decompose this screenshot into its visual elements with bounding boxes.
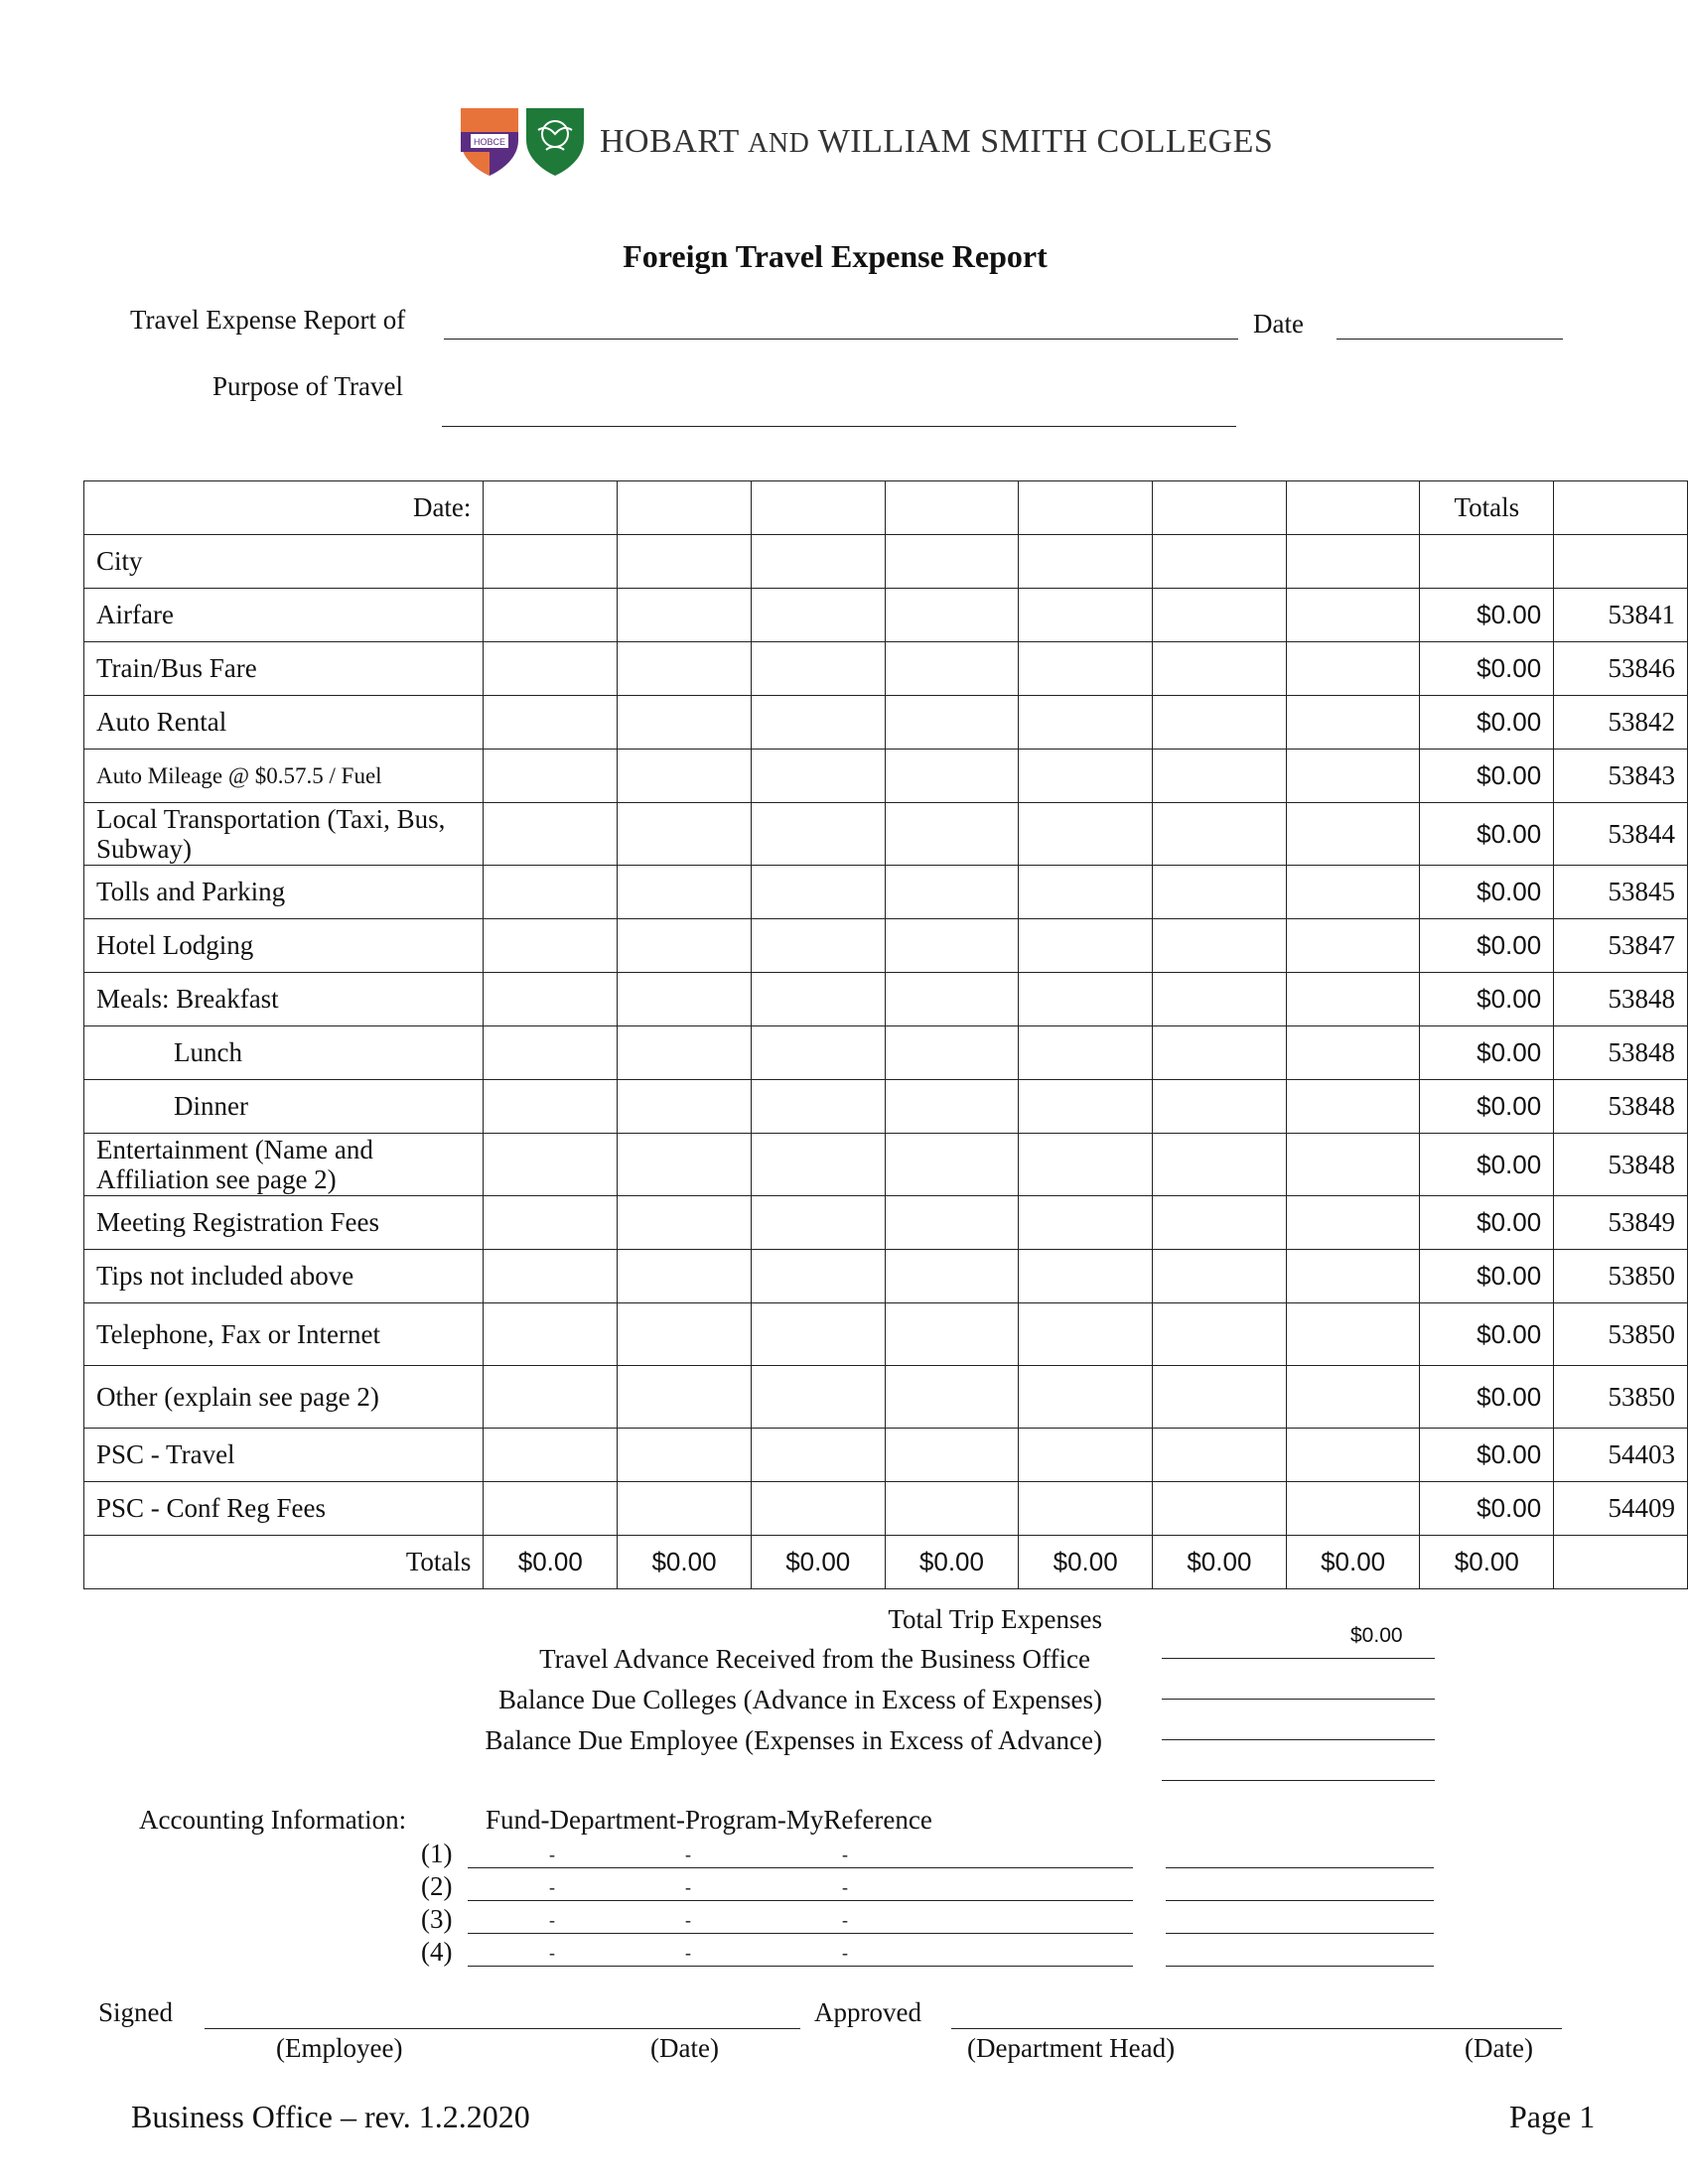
footer-revision: Business Office – rev. 1.2.2020 bbox=[131, 2099, 530, 2134]
accounting-separator: - bbox=[685, 1943, 691, 1963]
total-trip-field bbox=[1162, 1658, 1435, 1659]
expense-cell[interactable] bbox=[484, 973, 618, 1026]
table-row bbox=[84, 1026, 1688, 1080]
expense-label: Hotel Lodging bbox=[84, 919, 484, 973]
totals-header: Totals bbox=[1420, 481, 1554, 535]
table-row bbox=[84, 696, 1688, 750]
row-total: $0.00 bbox=[1420, 1250, 1554, 1303]
expense-cell[interactable] bbox=[751, 1026, 885, 1080]
expense-cell[interactable] bbox=[484, 803, 618, 866]
expense-cell[interactable] bbox=[618, 803, 752, 866]
row-total: $0.00 bbox=[1420, 803, 1554, 866]
accounting-separator: - bbox=[685, 1844, 691, 1864]
expense-cell[interactable] bbox=[1019, 973, 1153, 1026]
expense-cell[interactable] bbox=[1153, 866, 1287, 919]
row-total: $0.00 bbox=[1420, 1026, 1554, 1080]
expense-cell[interactable] bbox=[1019, 1429, 1153, 1482]
row-total: $0.00 bbox=[1420, 973, 1554, 1026]
expense-label: Auto Mileage @ $0.57.5 / Fuel bbox=[84, 750, 484, 803]
expense-cell[interactable] bbox=[1019, 866, 1153, 919]
expense-cell[interactable] bbox=[484, 589, 618, 642]
expense-cell[interactable] bbox=[885, 1303, 1019, 1366]
expense-cell[interactable] bbox=[885, 589, 1019, 642]
expense-cell[interactable] bbox=[1286, 696, 1420, 750]
expense-cell[interactable] bbox=[1286, 866, 1420, 919]
page-title: Foreign Travel Expense Report bbox=[623, 238, 1048, 274]
expense-cell[interactable] bbox=[751, 1429, 885, 1482]
expense-cell[interactable] bbox=[751, 1080, 885, 1134]
expense-cell[interactable] bbox=[885, 973, 1019, 1026]
expense-cell[interactable] bbox=[618, 1429, 752, 1482]
advance-field[interactable] bbox=[1162, 1699, 1435, 1700]
dept-head-caption: (Department Head) bbox=[967, 2033, 1176, 2063]
expense-cell[interactable] bbox=[751, 866, 885, 919]
expense-cell[interactable] bbox=[618, 1134, 752, 1196]
expense-cell[interactable] bbox=[1153, 1429, 1287, 1482]
grand-total: $0.00 bbox=[1420, 1536, 1554, 1589]
expense-cell[interactable] bbox=[1286, 1429, 1420, 1482]
signed-label: Signed bbox=[98, 1997, 174, 2027]
expense-cell[interactable] bbox=[618, 1366, 752, 1429]
expense-label: Local Transportation (Taxi, Bus, Subway) bbox=[84, 803, 484, 866]
expense-cell[interactable] bbox=[751, 1303, 885, 1366]
hws-logo bbox=[459, 102, 1273, 182]
expense-cell[interactable] bbox=[1286, 973, 1420, 1026]
expense-cell[interactable] bbox=[1286, 1303, 1420, 1366]
expense-cell[interactable] bbox=[885, 1482, 1019, 1536]
employee-caption: (Employee) bbox=[276, 2033, 403, 2063]
expense-cell[interactable] bbox=[751, 589, 885, 642]
account-code: 53841 bbox=[1554, 589, 1688, 642]
account-code: 53848 bbox=[1554, 973, 1688, 1026]
expense-cell[interactable] bbox=[1019, 750, 1153, 803]
expense-cell[interactable] bbox=[484, 1026, 618, 1080]
expense-cell[interactable] bbox=[1153, 1250, 1287, 1303]
account-code: 53845 bbox=[1554, 866, 1688, 919]
accounting-separator: - bbox=[549, 1877, 555, 1897]
expense-cell[interactable] bbox=[1019, 1482, 1153, 1536]
expense-cell[interactable] bbox=[484, 866, 618, 919]
dept-head-signature-field[interactable] bbox=[951, 2028, 1562, 2029]
expense-cell[interactable] bbox=[1153, 1196, 1287, 1250]
city-label: City bbox=[84, 535, 484, 589]
date-cell[interactable] bbox=[1019, 481, 1153, 535]
table-row bbox=[84, 1196, 1688, 1250]
accounting-code-field[interactable] bbox=[468, 1966, 1133, 1967]
expense-cell[interactable] bbox=[1019, 1366, 1153, 1429]
expense-cell[interactable] bbox=[1153, 1080, 1287, 1134]
expense-cell[interactable] bbox=[1153, 696, 1287, 750]
expense-cell[interactable] bbox=[751, 1134, 885, 1196]
expense-cell[interactable] bbox=[484, 1134, 618, 1196]
expense-cell[interactable] bbox=[1019, 1080, 1153, 1134]
expense-cell[interactable] bbox=[618, 1080, 752, 1134]
table-row bbox=[84, 1250, 1688, 1303]
city-total bbox=[1420, 535, 1554, 589]
account-code: 53848 bbox=[1554, 1080, 1688, 1134]
row-total: $0.00 bbox=[1420, 750, 1554, 803]
expense-cell[interactable] bbox=[484, 1080, 618, 1134]
expense-cell[interactable] bbox=[484, 750, 618, 803]
expense-cell[interactable] bbox=[484, 1482, 618, 1536]
row-total: $0.00 bbox=[1420, 919, 1554, 973]
expense-cell[interactable] bbox=[885, 1250, 1019, 1303]
accounting-amount-field[interactable] bbox=[1166, 1867, 1434, 1868]
expense-cell[interactable] bbox=[751, 1366, 885, 1429]
expense-cell[interactable] bbox=[1286, 919, 1420, 973]
date-cell[interactable] bbox=[484, 481, 618, 535]
expense-cell[interactable] bbox=[1019, 1134, 1153, 1196]
expense-cell[interactable] bbox=[885, 1196, 1019, 1250]
employee-signature-field[interactable] bbox=[205, 2028, 800, 2029]
expense-cell[interactable] bbox=[1286, 589, 1420, 642]
date-cell[interactable] bbox=[1286, 481, 1420, 535]
day-total: $0.00 bbox=[618, 1536, 752, 1589]
expense-label: Tips not included above bbox=[84, 1250, 484, 1303]
account-code: 54409 bbox=[1554, 1482, 1688, 1536]
expense-cell[interactable] bbox=[618, 1026, 752, 1080]
balance-employee-label: Balance Due Employee (Expenses in Excess of Advance) bbox=[485, 1725, 1102, 1755]
accounting-code-field[interactable] bbox=[468, 1933, 1133, 1934]
expense-cell[interactable] bbox=[618, 1303, 752, 1366]
expense-cell[interactable] bbox=[1153, 1026, 1287, 1080]
accounting-line-number: (2) bbox=[421, 1871, 453, 1901]
expense-cell[interactable] bbox=[484, 1366, 618, 1429]
row-total: $0.00 bbox=[1420, 1429, 1554, 1482]
row-total: $0.00 bbox=[1420, 1303, 1554, 1366]
city-cell[interactable] bbox=[751, 535, 885, 589]
expense-cell[interactable] bbox=[1019, 1196, 1153, 1250]
expense-cell[interactable] bbox=[1019, 696, 1153, 750]
expense-cell[interactable] bbox=[618, 589, 752, 642]
expense-cell[interactable] bbox=[1286, 1250, 1420, 1303]
row-total: $0.00 bbox=[1420, 1366, 1554, 1429]
table-row bbox=[84, 750, 1688, 803]
purpose-field[interactable] bbox=[442, 426, 1236, 427]
day-total: $0.00 bbox=[484, 1536, 618, 1589]
account-code: 53843 bbox=[1554, 750, 1688, 803]
table-row bbox=[84, 1482, 1688, 1536]
expense-cell[interactable] bbox=[1019, 642, 1153, 696]
expense-cell[interactable] bbox=[484, 642, 618, 696]
table-row bbox=[84, 973, 1688, 1026]
expense-cell[interactable] bbox=[1019, 1026, 1153, 1080]
report-of-field[interactable] bbox=[444, 339, 1238, 340]
date-cell[interactable] bbox=[1153, 481, 1287, 535]
table-row bbox=[84, 589, 1688, 642]
expense-cell[interactable] bbox=[751, 1250, 885, 1303]
expense-cell[interactable] bbox=[1286, 642, 1420, 696]
accounting-amount-field[interactable] bbox=[1166, 1933, 1434, 1934]
expense-cell[interactable] bbox=[885, 1134, 1019, 1196]
row-total: $0.00 bbox=[1420, 1080, 1554, 1134]
expense-cell[interactable] bbox=[618, 1250, 752, 1303]
expense-cell[interactable] bbox=[1153, 803, 1287, 866]
expense-cell[interactable] bbox=[751, 1482, 885, 1536]
expense-cell[interactable] bbox=[1286, 1134, 1420, 1196]
day-total: $0.00 bbox=[1019, 1536, 1153, 1589]
expense-label: Train/Bus Fare bbox=[84, 642, 484, 696]
accounting-line-number: (3) bbox=[421, 1904, 453, 1934]
expense-cell[interactable] bbox=[751, 642, 885, 696]
expense-cell[interactable] bbox=[885, 803, 1019, 866]
account-code: 53850 bbox=[1554, 1250, 1688, 1303]
total-trip-label: Total Trip Expenses bbox=[888, 1604, 1102, 1634]
expense-label: PSC - Travel bbox=[84, 1429, 484, 1482]
accounting-separator: - bbox=[842, 1877, 848, 1897]
expense-cell[interactable] bbox=[885, 919, 1019, 973]
expense-cell[interactable] bbox=[1286, 1026, 1420, 1080]
account-code: 53849 bbox=[1554, 1196, 1688, 1250]
city-account bbox=[1554, 535, 1688, 589]
accounting-line-number: (1) bbox=[421, 1839, 453, 1868]
date-cell[interactable] bbox=[885, 481, 1019, 535]
accounting-amount-field[interactable] bbox=[1166, 1966, 1434, 1967]
expense-label: Tolls and Parking bbox=[84, 866, 484, 919]
row-total: $0.00 bbox=[1420, 696, 1554, 750]
date-field[interactable] bbox=[1336, 339, 1563, 340]
accounting-separator: - bbox=[549, 1943, 555, 1963]
accounting-separator: - bbox=[685, 1910, 691, 1930]
expense-cell[interactable] bbox=[1153, 1482, 1287, 1536]
expense-label: PSC - Conf Reg Fees bbox=[84, 1482, 484, 1536]
expense-cell[interactable] bbox=[1019, 589, 1153, 642]
expense-cell[interactable] bbox=[1019, 1303, 1153, 1366]
date-cell[interactable] bbox=[618, 481, 752, 535]
expense-cell[interactable] bbox=[1286, 1196, 1420, 1250]
table-row bbox=[84, 866, 1688, 919]
expense-cell[interactable] bbox=[618, 750, 752, 803]
logo-wordmark: HOBART AND WILLIAM SMITH COLLEGES bbox=[600, 123, 1274, 160]
expense-cell[interactable] bbox=[885, 750, 1019, 803]
date-header: Date: bbox=[84, 481, 484, 535]
totals-label: Totals bbox=[84, 1536, 484, 1589]
employee-date-caption: (Date) bbox=[650, 2033, 719, 2063]
expense-cell[interactable] bbox=[751, 973, 885, 1026]
expense-cell[interactable] bbox=[618, 919, 752, 973]
expense-cell[interactable] bbox=[751, 696, 885, 750]
expense-cell[interactable] bbox=[1153, 1303, 1287, 1366]
balance-colleges-field[interactable] bbox=[1162, 1739, 1435, 1740]
accounting-code-field[interactable] bbox=[468, 1867, 1133, 1868]
expense-cell[interactable] bbox=[1286, 1366, 1420, 1429]
expense-label: Meals: Breakfast bbox=[84, 973, 484, 1026]
expense-cell[interactable] bbox=[885, 1429, 1019, 1482]
expense-cell[interactable] bbox=[1286, 750, 1420, 803]
expense-label: Airfare bbox=[84, 589, 484, 642]
city-cell[interactable] bbox=[885, 535, 1019, 589]
balance-colleges-label: Balance Due Colleges (Advance in Excess of Expenses) bbox=[497, 1685, 1102, 1714]
table-row bbox=[84, 803, 1688, 866]
total-trip-value: $0.00 bbox=[1350, 1624, 1403, 1647]
expense-cell[interactable] bbox=[1153, 1134, 1287, 1196]
expense-cell[interactable] bbox=[618, 973, 752, 1026]
accounting-separator: - bbox=[549, 1844, 555, 1864]
account-code: 53850 bbox=[1554, 1366, 1688, 1429]
accounting-separator: - bbox=[842, 1943, 848, 1963]
expense-cell[interactable] bbox=[751, 919, 885, 973]
expense-cell[interactable] bbox=[751, 1196, 885, 1250]
expense-cell[interactable] bbox=[751, 750, 885, 803]
expense-cell[interactable] bbox=[1286, 1482, 1420, 1536]
account-code: 53850 bbox=[1554, 1303, 1688, 1366]
accounting-format-label: Fund-Department-Program-MyReference bbox=[486, 1805, 932, 1835]
expense-cell[interactable] bbox=[618, 866, 752, 919]
table-row bbox=[84, 1134, 1688, 1196]
account-code: 53847 bbox=[1554, 919, 1688, 973]
totals-row bbox=[84, 1536, 1688, 1589]
account-code: 53842 bbox=[1554, 696, 1688, 750]
expense-cell[interactable] bbox=[618, 1196, 752, 1250]
expense-cell[interactable] bbox=[751, 803, 885, 866]
expense-label: Meeting Registration Fees bbox=[84, 1196, 484, 1250]
expense-cell[interactable] bbox=[484, 1250, 618, 1303]
accounting-label: Accounting Information: bbox=[139, 1805, 407, 1835]
accounting-separator: - bbox=[685, 1877, 691, 1897]
expense-cell[interactable] bbox=[885, 1026, 1019, 1080]
table-header-row bbox=[84, 481, 1688, 535]
expense-cell[interactable] bbox=[1019, 803, 1153, 866]
accounting-separator: - bbox=[842, 1910, 848, 1930]
expense-cell[interactable] bbox=[484, 1429, 618, 1482]
footer-page-number: Page 1 bbox=[1509, 2099, 1596, 2134]
expense-cell[interactable] bbox=[1153, 642, 1287, 696]
expense-cell[interactable] bbox=[1153, 919, 1287, 973]
city-cell[interactable] bbox=[484, 535, 618, 589]
table-row bbox=[84, 919, 1688, 973]
accounting-amount-field[interactable] bbox=[1166, 1900, 1434, 1901]
expense-cell[interactable] bbox=[618, 1482, 752, 1536]
table-row bbox=[84, 1429, 1688, 1482]
expense-label: Entertainment (Name and Affiliation see page 2) bbox=[84, 1134, 484, 1196]
expense-cell[interactable] bbox=[484, 1303, 618, 1366]
accounting-separator: - bbox=[842, 1844, 848, 1864]
expense-cell[interactable] bbox=[1286, 803, 1420, 866]
expense-cell[interactable] bbox=[885, 866, 1019, 919]
expense-cell[interactable] bbox=[885, 696, 1019, 750]
totals-account bbox=[1554, 1536, 1688, 1589]
expense-cell[interactable] bbox=[1019, 1250, 1153, 1303]
table-row bbox=[84, 1303, 1688, 1366]
expense-label: Auto Rental bbox=[84, 696, 484, 750]
account-code: 53844 bbox=[1554, 803, 1688, 866]
report-of-label: Travel Expense Report of bbox=[130, 305, 406, 335]
account-code: 53846 bbox=[1554, 642, 1688, 696]
expense-cell[interactable] bbox=[1019, 919, 1153, 973]
table-row bbox=[84, 642, 1688, 696]
expense-label: Lunch bbox=[84, 1026, 484, 1080]
day-total: $0.00 bbox=[751, 1536, 885, 1589]
expense-cell[interactable] bbox=[1153, 973, 1287, 1026]
city-cell[interactable] bbox=[1019, 535, 1153, 589]
svg-text:HOBCE: HOBCE bbox=[473, 137, 506, 147]
expense-cell[interactable] bbox=[484, 919, 618, 973]
table-row bbox=[84, 535, 1688, 589]
expense-cell[interactable] bbox=[484, 696, 618, 750]
expense-cell[interactable] bbox=[885, 642, 1019, 696]
expense-table bbox=[83, 480, 1688, 1589]
table-row bbox=[84, 1080, 1688, 1134]
table-row bbox=[84, 1366, 1688, 1429]
row-total: $0.00 bbox=[1420, 1482, 1554, 1536]
expense-cell[interactable] bbox=[1286, 1080, 1420, 1134]
accounting-separator: - bbox=[549, 1910, 555, 1930]
date-cell[interactable] bbox=[751, 481, 885, 535]
row-total: $0.00 bbox=[1420, 1196, 1554, 1250]
city-cell[interactable] bbox=[1153, 535, 1287, 589]
expense-label: Dinner bbox=[84, 1080, 484, 1134]
expense-cell[interactable] bbox=[618, 696, 752, 750]
accounting-line-number: (4) bbox=[421, 1937, 453, 1967]
day-total: $0.00 bbox=[1286, 1536, 1420, 1589]
expense-cell[interactable] bbox=[1153, 1366, 1287, 1429]
day-total: $0.00 bbox=[885, 1536, 1019, 1589]
row-total: $0.00 bbox=[1420, 866, 1554, 919]
date-label: Date bbox=[1253, 309, 1304, 339]
city-cell[interactable] bbox=[618, 535, 752, 589]
account-code: 53848 bbox=[1554, 1134, 1688, 1196]
accounting-code-field[interactable] bbox=[468, 1900, 1133, 1901]
expense-cell[interactable] bbox=[885, 1080, 1019, 1134]
hobart-shield-icon bbox=[459, 106, 520, 178]
purpose-label: Purpose of Travel bbox=[212, 371, 404, 401]
account-code: 54403 bbox=[1554, 1429, 1688, 1482]
account-code: 53848 bbox=[1554, 1026, 1688, 1080]
expense-label: Other (explain see page 2) bbox=[84, 1366, 484, 1429]
expense-label: Telephone, Fax or Internet bbox=[84, 1303, 484, 1366]
expense-cell[interactable] bbox=[885, 1366, 1019, 1429]
row-total: $0.00 bbox=[1420, 642, 1554, 696]
row-total: $0.00 bbox=[1420, 1134, 1554, 1196]
account-header bbox=[1554, 481, 1688, 535]
william-smith-shield-icon bbox=[524, 106, 586, 178]
expense-cell[interactable] bbox=[484, 1196, 618, 1250]
balance-employee-field[interactable] bbox=[1162, 1780, 1435, 1781]
day-total: $0.00 bbox=[1153, 1536, 1287, 1589]
advance-label: Travel Advance Received from the Business Office bbox=[539, 1644, 1090, 1674]
city-cell[interactable] bbox=[1286, 535, 1420, 589]
expense-cell[interactable] bbox=[1153, 589, 1287, 642]
dept-head-date-caption: (Date) bbox=[1465, 2033, 1533, 2063]
expense-cell[interactable] bbox=[618, 642, 752, 696]
row-total: $0.00 bbox=[1420, 589, 1554, 642]
expense-cell[interactable] bbox=[1153, 750, 1287, 803]
approved-label: Approved bbox=[814, 1997, 921, 2027]
